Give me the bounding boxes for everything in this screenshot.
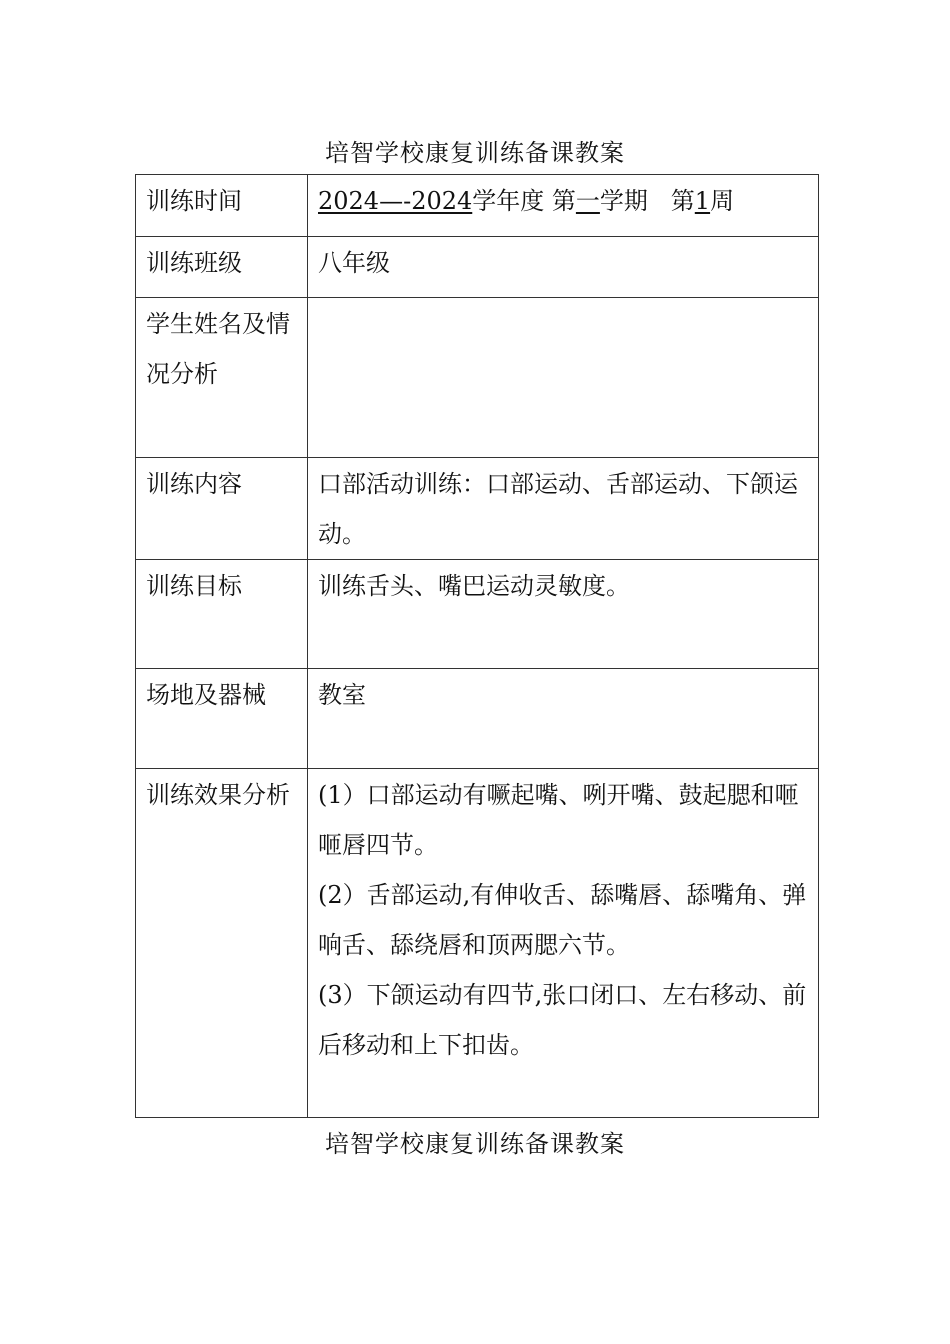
table-row: [136, 560, 819, 669]
week-suffix: 周: [710, 187, 735, 215]
students-value: [308, 298, 819, 458]
venue-value: 教室: [308, 669, 819, 769]
effect-label: 训练效果分析: [136, 769, 308, 1118]
class-label: 训练班级: [136, 237, 308, 298]
time-label: 训练时间: [136, 175, 308, 237]
year-range: 2024—-2024: [318, 187, 473, 215]
table-row: [136, 669, 819, 769]
students-label: 学生姓名及情况分析: [136, 298, 308, 458]
venue-label: 场地及器械: [136, 669, 308, 769]
table-row: [136, 769, 819, 1118]
table-row: [136, 298, 819, 458]
semester-suffix: 学期 第: [599, 187, 695, 215]
page-title: 培智学校康复训练备课教案: [325, 139, 625, 167]
content-label: 训练内容: [136, 458, 308, 560]
footer-title: 培智学校康复训练备课教案: [325, 1130, 625, 1158]
class-value: 八年级: [308, 237, 819, 298]
effect-paragraph-1: (1）口部运动有噘起嘴、咧开嘴、鼓起腮和咂咂唇四节。: [318, 781, 799, 859]
semester-number: 一: [575, 187, 600, 215]
content-value: 口部活动训练：口部运动、舌部运动、下颌运动。: [308, 458, 819, 560]
week-number: 1: [694, 187, 711, 215]
effect-paragraph-2: (2）舌部运动,有伸收舌、舔嘴唇、舔嘴角、弹响舌、舔绕唇和顶两腮六节。: [318, 881, 807, 959]
goal-label: 训练目标: [136, 560, 308, 669]
effect-value: [308, 769, 819, 1118]
table-row: [136, 458, 819, 560]
goal-value: 训练舌头、嘴巴运动灵敏度。: [308, 560, 819, 669]
effect-paragraph-3: (3）下颌运动有四节,张口闭口、左右移动、前后移动和上下扣齿。: [318, 981, 807, 1059]
year-suffix: 学年度 第: [472, 187, 576, 215]
table-row: [136, 175, 819, 237]
table-row: [136, 237, 819, 298]
time-value: [308, 175, 819, 237]
lesson-plan-table: [135, 174, 819, 1118]
